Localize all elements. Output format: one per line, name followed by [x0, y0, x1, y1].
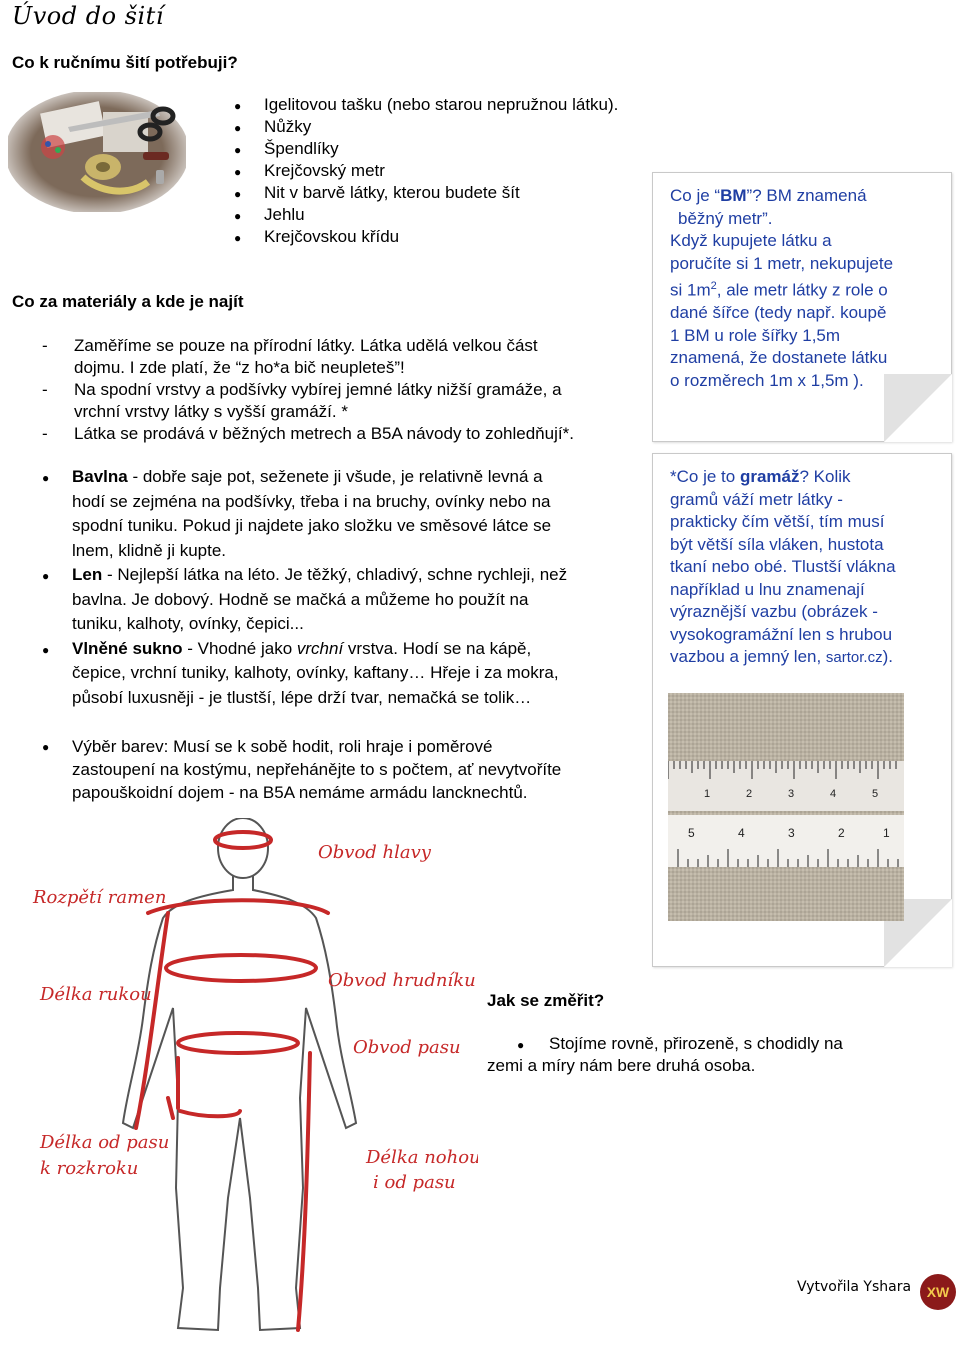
ruler-bottom — [668, 815, 904, 867]
ruler-label: 4 — [738, 826, 745, 840]
materials-dash-list — [12, 335, 652, 445]
tools-heading: Co k ručnímu šití potřebuji? — [12, 53, 238, 72]
ruler-label: 1 — [883, 826, 890, 840]
ruler-label: 5 — [688, 826, 695, 840]
author-logo: XW — [920, 1274, 956, 1310]
note-bm: Co je “BM”? BM znamená běžný metr”. Když kupujete látku a poručíte si 1 metr, nekupujete si $1m^2$, ale metr látky z role o dané šířce (tedy např. koupě 1 BM u role šířky 1,5m znamená, že dostanete látku o rozměrech 1m x 1,5m ). — [652, 172, 952, 442]
fabric-ruler-photo — [668, 693, 904, 921]
colors-list — [42, 735, 652, 804]
list-item: ● Výběr barev: Musí se k sobě hodit, roli hraje i poměrové zastoupení na kostýmu, nepřehánějte to s počtem, ať nevytvoříte papouškoidní dojem - na B5A nemáme armádu lancknechtů. — [42, 735, 652, 804]
list-item: ● Nit v barvě látky, kterou budete šít — [234, 182, 714, 204]
page-fold-icon — [884, 374, 952, 442]
fabric-wool: ● Vlněné sukno - Vhodné jako vrchní vrstva. Hodí se na kápě, čepice, vrchní tuniky, kalhoty, ovínky, kaftany… Hřeje i za mokra, působí luxusněji - je tlustší, lépe drží tvar, nemačká se tolik… — [42, 637, 652, 711]
list-item: ● Krejčovskou křídu — [234, 226, 714, 248]
label-waist-to-crotch: k rozkroku — [40, 1158, 139, 1179]
list-item: - Na spodní vrstvy a podšívky vybírej jemné látky nižší gramáže, a vrchní vrstvy látky s vyšší gramáží. * — [42, 380, 562, 421]
fabric-cotton: ● Bavlna - dobře saje pot, seženete ji všude, je relativně levná a hodí se zejména na podšívky, třeba i na bruchy, ovínky nebo na spodní tuniku. Pokud ji najdete jako složku ve směsové látce se lnem, klidně ji kupte. — [42, 465, 652, 563]
label-shoulder-width: Rozpětí ramen — [33, 887, 167, 908]
list-item: - Zaměříme se pouze na přírodní látky. Látka udělá velkou část dojmu. I zde platí, že “z ho*a bič neupleteš”! — [42, 336, 538, 377]
list-item: - Látka se prodává v běžných metrech a B5A návody to zohledňují*. — [42, 424, 574, 443]
label-arm-length: Délka rukou — [40, 984, 152, 1005]
ruler-label: 4 — [830, 788, 837, 800]
fabric-linen: ● Len - Nejlepší látka na léto. Je těžký, chladivý, schne rychleji, než bavlna. Je dobový. Hodně se mačká a můžeme ho použít na tuniku, kalhoty, ovínky, čepici... — [42, 563, 652, 637]
ruler-label: 1 — [704, 788, 711, 800]
label-head-circumference: Obvod hlavy — [318, 842, 431, 863]
ruler-label: 3 — [788, 826, 795, 840]
measure-heading: Jak se změřit? — [487, 991, 605, 1010]
list-item: ● Špendlíky — [234, 138, 714, 160]
list-item: ● Nůžky — [234, 116, 714, 138]
list-item: ● Igelitovou tašku (nebo starou nepružnou látku). — [234, 94, 714, 116]
list-item: ● Krejčovský metr — [234, 160, 714, 182]
author-credit: Vytvořila Yshara — [797, 1279, 912, 1295]
sewing-tools-photo — [8, 92, 186, 212]
body-measurement-figure — [28, 818, 478, 1348]
ruler-top — [668, 761, 904, 811]
materials-heading: Co za materiály a kde je najít — [12, 292, 244, 311]
label-chest-circumference: Obvod hrudníku — [328, 970, 476, 991]
ruler-label: 2 — [838, 826, 845, 840]
label-leg-length: i od pasu — [373, 1172, 456, 1193]
note-gramaz: *Co je to gramáž? Kolik gramů váží metr látky - prakticky čím větší, tím musí být větší síla vláken, hustota tkaní nebo obé. Tlustší vlákna například u lnu znamenají výraznější vazbu (obrázek - vysokogramážní len s hrubou vazbou a jemný len, sartor.cz). — [652, 453, 952, 967]
page-title: Úvod do šití — [12, 2, 164, 30]
tools-list — [234, 94, 714, 248]
list-item: ● Jehlu — [234, 204, 714, 226]
ruler-label: 5 — [872, 788, 879, 800]
fabrics-list — [12, 465, 652, 710]
label-waist-circumference: Obvod pasu — [353, 1037, 461, 1058]
label-leg-length: Délka nohou — [366, 1147, 478, 1168]
ruler-label: 3 — [788, 788, 795, 800]
measure-text: ● Stojíme rovně, přirozeně, s chodidly na zemi a míry nám bere druhá osoba. — [487, 1034, 843, 1075]
label-waist-to-crotch: Délka od pasu — [40, 1132, 170, 1153]
ruler-label: 2 — [746, 788, 753, 800]
